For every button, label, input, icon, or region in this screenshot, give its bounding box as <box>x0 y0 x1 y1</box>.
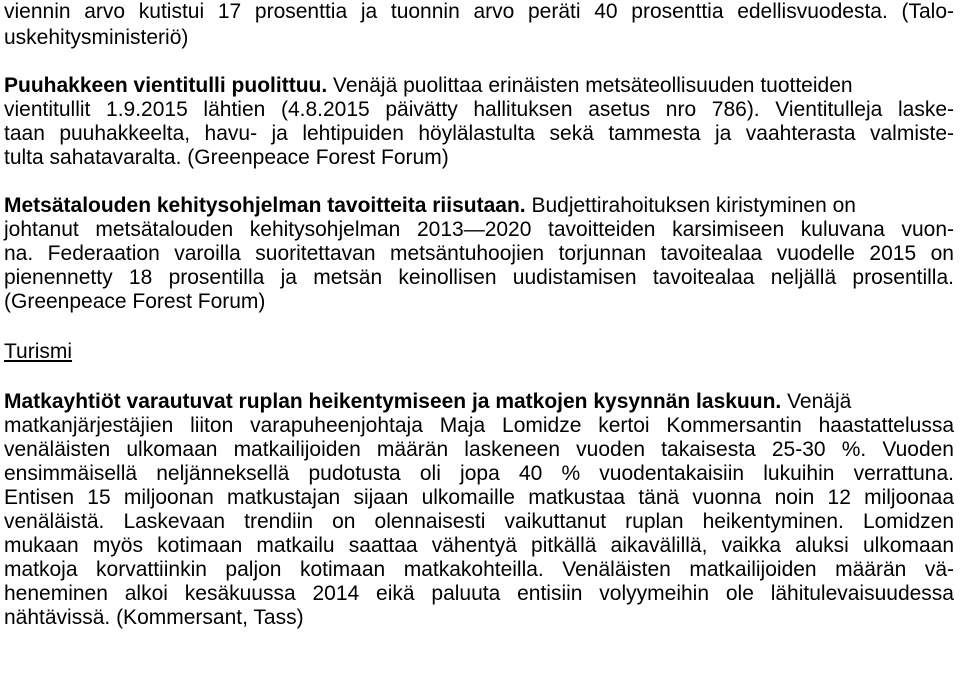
paragraph-line: taan puuhakkeelta, havu- ja lehtipuiden höylälastulta sekä tammesta ja vaahterasta valmiste- <box>4 122 954 145</box>
paragraph-line: venäläisten ulkomaan matkailijoiden määrän laskeneen vuoden takaisesta 25-30 %. Vuoden <box>4 438 954 461</box>
paragraph-line: ensimmäisellä neljänneksellä pudotusta oli jopa 40 % vuodentakaisiin lukuihin verrattuna. <box>4 462 954 485</box>
paragraph-line: nähtävissä. (Kommersant, Tass) <box>4 606 304 629</box>
paragraph-first-line <box>4 390 954 414</box>
paragraph-line: heneminen alkoi kesäkuussa 2014 eikä paluuta entisiin volyymeihin ole lähitulevaisuudessa <box>4 582 954 605</box>
paragraph-line: pienennetty 18 prosentilla ja metsän keinollisen uudistamisen tavoitealaa neljällä prosentilla. <box>4 266 954 289</box>
paragraph-line: matkoja korvattiinkin paljon kotimaan matkakohteilla. Venäläisten matkailijoiden määrän vä- <box>4 558 954 581</box>
paragraph-line: mukaan myös kotimaan matkailu saattaa vähentyä pitkällä aikavälillä, vaikka aluksi ulkomaan <box>4 534 954 557</box>
paragraph-heading: Puuhakkeen vientitulli puolittuu. <box>4 74 328 97</box>
paragraph-heading: Metsätalouden kehitysohjelman tavoitteita riisutaan. <box>4 194 526 217</box>
section-heading: Turismi <box>4 340 73 363</box>
paragraph-line: (Greenpeace Forest Forum) <box>4 290 266 313</box>
paragraph-heading: Matkayhtiöt varautuvat ruplan heikentymiseen ja matkojen kysynnän laskuun. <box>4 390 782 413</box>
paragraph-line: na. Federaation varoilla suoritettavan metsäntuhoojien torjunnan tavoitealaa vuodelle 2015 on <box>4 242 954 265</box>
paragraph-line: venäläistä. Laskevaan trendiin on olennaisesti vaikuttanut ruplan heikentyminen. Lomidzen <box>4 510 954 533</box>
paragraph-line: johtanut metsätalouden kehitysohjelman 2013—2020 tavoitteiden karsimiseen kuluvana vuon- <box>4 218 954 241</box>
paragraph-line: vientitullit 1.9.2015 lähtien (4.8.2015 päivätty hallituksen asetus nro 786). Vientitulleja laske- <box>4 98 954 121</box>
paragraph-text: Budjettirahoituksen kiristyminen on <box>525 194 856 217</box>
paragraph-line: uskehitysministeriö) <box>4 26 189 49</box>
paragraph-line: matkanjärjestäjien liiton varapuheenjohtaja Maja Lomidze kertoi Kommersantin haastattelussa <box>4 414 954 437</box>
paragraph-text: Venäjä puolittaa erinäisten metsäteollisuuden tuotteiden <box>327 74 853 97</box>
paragraph-text: Venäjä <box>781 390 852 413</box>
paragraph-line: Entisen 15 miljoonan matkustajan sijaan ulkomaille matkustaa tänä vuonna noin 12 miljoonaa <box>4 486 954 509</box>
paragraph-line: tulta sahatavaralta. (Greenpeace Forest Forum) <box>4 146 449 169</box>
paragraph-first-line <box>4 74 954 98</box>
paragraph-line: viennin arvo kutistui 17 prosenttia ja tuonnin arvo peräti 40 prosenttia edellisvuodesta. (Talo- <box>4 0 954 23</box>
paragraph-first-line <box>4 194 954 218</box>
